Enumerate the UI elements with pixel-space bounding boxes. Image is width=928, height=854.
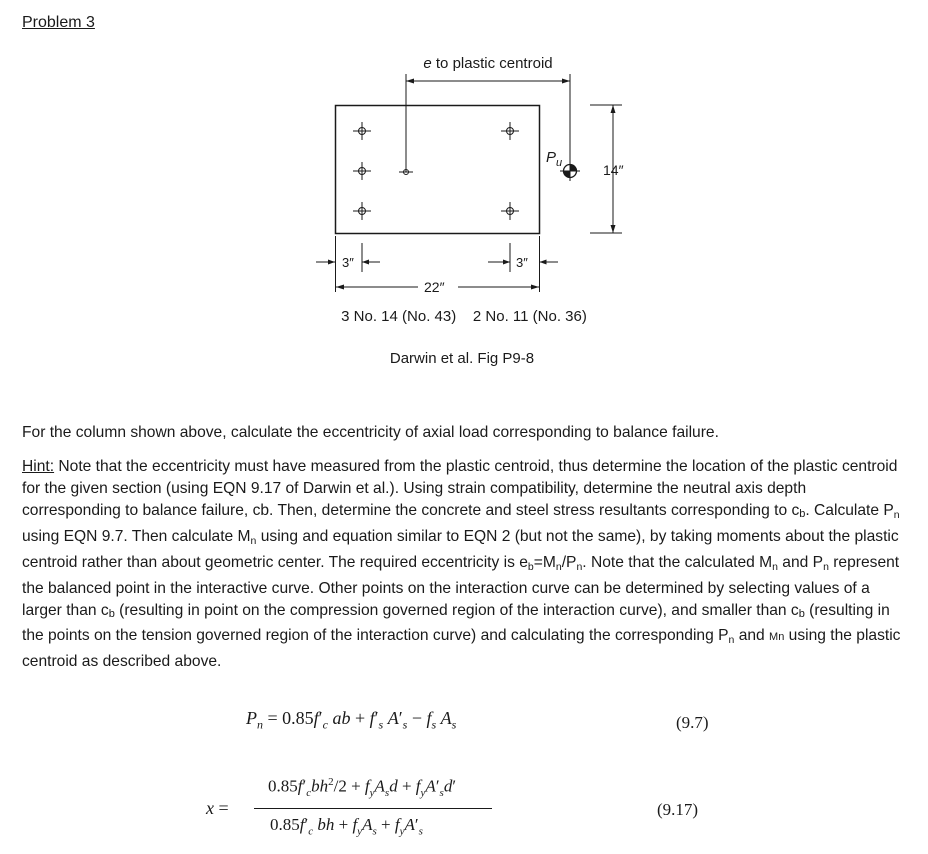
bar-left-2 xyxy=(353,162,371,180)
height-label: 14″ xyxy=(603,162,624,178)
hint-sub: b xyxy=(798,608,805,620)
cover-right-label: 3″ xyxy=(516,255,528,270)
equation-9-17-denominator: $0.85f'_c$ bh + $f_yA_s + f_yA'_s$ xyxy=(270,815,423,838)
hint-paragraph xyxy=(22,456,902,673)
hint-sub: n xyxy=(893,509,900,521)
hint-text-11: (resulting in the points on the tension governed region of the interaction curve) and calculating the corresponding P xyxy=(22,602,890,644)
bar-right-2 xyxy=(501,202,519,220)
bars-left-column xyxy=(353,122,371,220)
hint-text-13: using the plastic centroid as described above. xyxy=(22,627,901,670)
cover-left-arrow-a xyxy=(328,260,335,265)
width-arrow-right xyxy=(531,285,539,290)
e-label: e to plastic centroid xyxy=(423,55,553,72)
equation-9-7: $P_n = 0.85f'_c$ ab + $f'_s$ $A'_s - f_s$ $A_s$ xyxy=(246,708,457,732)
bars-right-caption: 2 No. 11 (No. 36) xyxy=(472,308,587,325)
height-arrow-top xyxy=(611,105,616,113)
figure-caption-text: Darwin et al. Fig P9-8 xyxy=(389,350,535,367)
load-point-pu xyxy=(560,161,580,181)
hint-sub: n xyxy=(823,561,829,573)
bars-left-caption: 3 No. 14 (No. 43) xyxy=(341,308,457,325)
hint-text-12: and xyxy=(734,627,770,644)
hint-sub: b xyxy=(108,608,115,620)
equation-9-17-lhs: x = xyxy=(206,798,229,818)
cover-right-arrow-a xyxy=(503,260,510,265)
question-text: For the column shown above, calculate the eccentricity of axial load corresponding to balance failure. xyxy=(22,424,719,441)
column-section-figure xyxy=(0,0,928,300)
hint-sub: b xyxy=(527,561,534,573)
width-label: 22″ xyxy=(424,279,445,295)
hint-text-8: and P xyxy=(777,554,824,571)
hint-label: Hint: xyxy=(22,458,55,475)
bar-left-3 xyxy=(353,202,371,220)
cover-left-label: 3″ xyxy=(342,255,354,270)
hint-sub: n xyxy=(555,561,562,573)
hint-sub: n xyxy=(728,634,735,646)
e-arrow-left xyxy=(406,79,414,84)
equation-9-17-fraction-bar xyxy=(254,808,492,809)
hint-text-1: Note that the eccentricity must have measured from the plastic centroid, thus determine the location of the plastic centroid for the given section (using EQN 9.17 of Darwin et al.). Using strain compatibility, determine the neutral axis depth corresponding to balance failure, cb. Then, determine the concrete and steel stress resultants corresponding to c xyxy=(22,458,898,519)
hint-text-3: using EQN 9.7. Then calculate M xyxy=(22,528,251,545)
hint-text-10: (resulting in point on the compression governed region of the interaction curve), and smaller than c xyxy=(114,602,799,619)
hint-text-4: using and equation similar to EQN 2 (but not the same), by taking moments about the plastic centroid rather than about geometric center. The required eccentricity is e xyxy=(22,528,899,571)
bar-left-1 xyxy=(353,122,371,140)
equation-9-17-numerator: $0.85f'_cbh^2/2 + f_yA_sd + f_yA'_sd'$ xyxy=(268,776,457,800)
bar-captions xyxy=(0,308,928,325)
hint-text-2: . Calculate P xyxy=(805,502,894,519)
hint-sub: n xyxy=(250,535,257,547)
hint-text-9: represent the balanced point in the interactive curve. Other points on the interaction curve can be determined by selecting values of a larger than c xyxy=(22,554,900,619)
hint-mn-small: Mn xyxy=(769,631,785,643)
hint-text-6: /P xyxy=(561,554,577,571)
hint-sub: n xyxy=(576,561,583,573)
hint-text-7: . Note that the calculated M xyxy=(582,554,773,571)
hint-sub: b xyxy=(799,508,806,520)
bar-right-1 xyxy=(501,122,519,140)
height-arrow-bottom xyxy=(611,225,616,233)
pu-label: $P_u$ xyxy=(546,149,563,169)
width-arrow-left xyxy=(336,285,344,290)
bars-right-column xyxy=(501,122,519,220)
problem-title: Problem 3 xyxy=(22,14,95,31)
figure-caption xyxy=(0,350,928,367)
e-arrow-right xyxy=(562,79,570,84)
hint-text-5: =M xyxy=(533,554,556,571)
e-label-rest: to plastic centroid xyxy=(431,55,553,72)
equation-9-7-number: (9.7) xyxy=(676,713,709,732)
cover-right-arrow-b xyxy=(540,260,547,265)
hint-sub: n xyxy=(772,561,778,573)
equation-9-17-number: (9.17) xyxy=(657,800,699,819)
cover-left-arrow-b xyxy=(362,260,369,265)
